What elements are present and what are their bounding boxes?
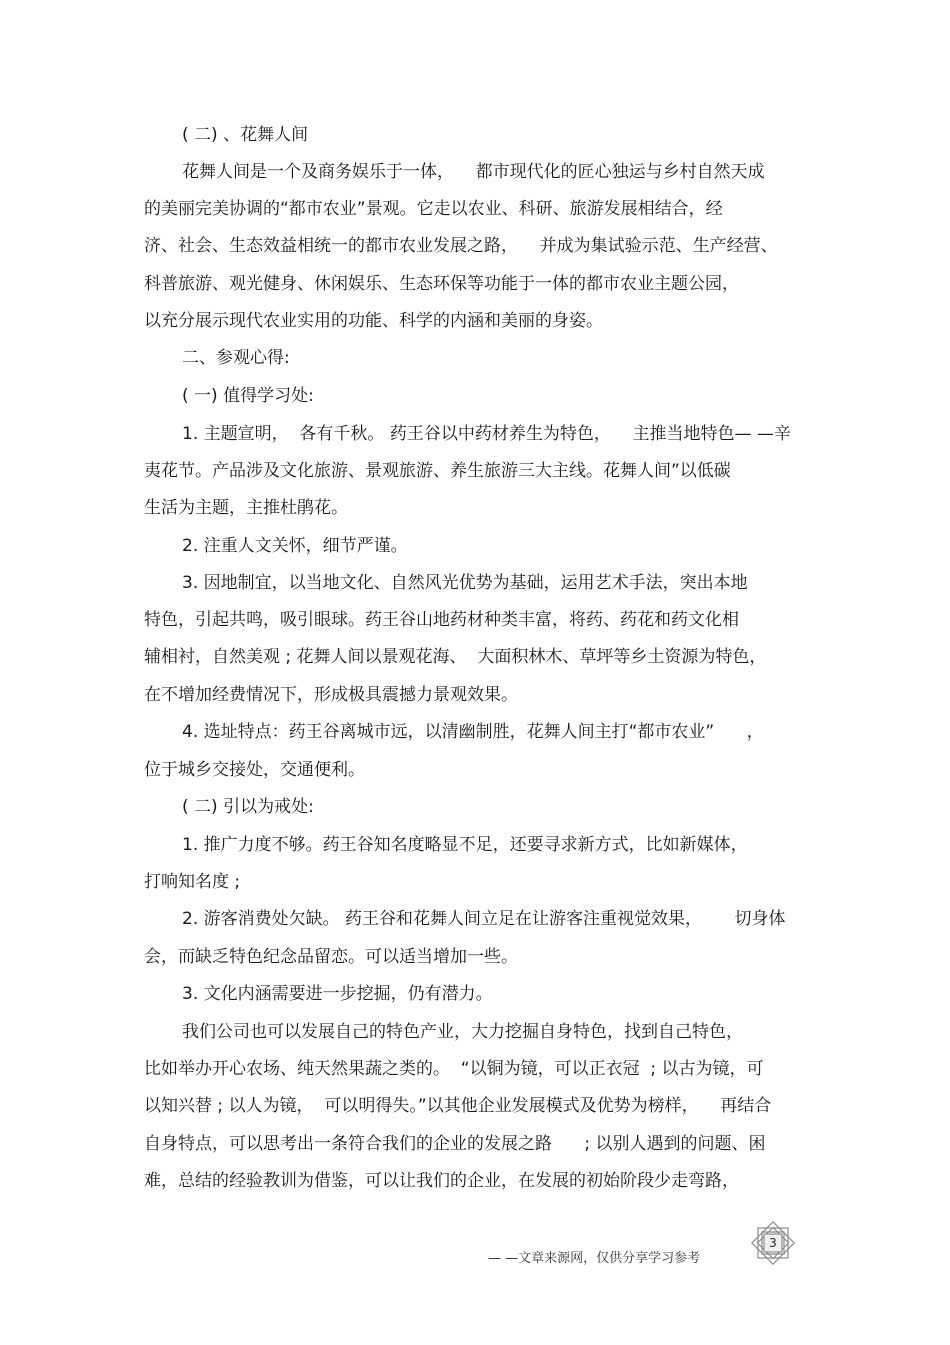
paragraph-line: 自身特点，可以思考出一条符合我们的企业的发展之路 ; 以别人遇到的问题、困: [144, 1134, 766, 1154]
paragraph-line: 以充分展示现代农业实用的功能、科学的内涵和美丽的身姿。: [144, 311, 603, 331]
list-item-line: 1. 主题宣明， 各有千秋。 药王谷以中药材养生为特色， 主推当地特色— —辛: [182, 424, 791, 444]
section-heading-visit-insights: 二、参观心得:: [182, 348, 290, 368]
paragraph-line: 花舞人间是一个及商务娱乐于一体， 都市现代化的匠心独运与乡村自然天成: [182, 162, 765, 182]
paragraph-line: 夷花节。产品涉及文化旅游、景观旅游、养生旅游三大主线。花舞人间”以低碳: [144, 461, 731, 481]
paragraph-line: 以知兴替 ; 以人为镜， 可以明得失。”以其他企业发展模式及优势为榜样， 再结合: [144, 1096, 772, 1116]
paragraph-line: 辅相衬，自然美观 ; 花舞人间以景观花海、 大面积林木、草坪等乡土资源为特色，: [144, 647, 767, 667]
paragraph-line: 我们公司也可以发展自己的特色产业，大力挖掘自身特色，找到自己特色，: [182, 1022, 743, 1042]
list-item-line: 3. 因地制宜，以当地文化、自然风光优势为基础，运用艺术手法，突出本地: [182, 573, 748, 593]
list-item-line: 2. 注重人文关怀，细节严谨。: [182, 536, 408, 556]
paragraph-line: 比如举办开心农场、纯天然果蔬之类的。 “以铜为镜，可以正衣冠 ; 以古为镜，可: [144, 1059, 764, 1079]
paragraph-line: 难，总结的经验教训为借鉴，可以让我们的企业，在发展的初始阶段少走弯路，: [144, 1171, 739, 1191]
list-item-line: 2. 游客消费处欠缺。 药王谷和花舞人间立足在让游客注重视觉效果， 切身体: [182, 909, 786, 929]
paragraph-line: 的美丽完美协调的“都市农业”景观。它走以农业、科研、旅游发展相结合，经: [144, 199, 723, 219]
paragraph-line: 位于城乡交接处，交通便利。: [144, 760, 365, 780]
list-item-line: 3. 文化内涵需要进一步挖掘，仍有潜力。: [182, 984, 493, 1004]
paragraph-line: 特色，引起共鸣，吸引眼球。药王谷山地药材种类丰富，将药、药花和药文化相: [144, 610, 739, 630]
subsection-heading-worth-learning: ( 一) 值得学习处:: [182, 386, 314, 406]
section-heading-flower-world: ( 二) 、花舞人间: [182, 125, 309, 145]
list-item-line: 4. 选址特点：药王谷离城市远，以清幽制胜，花舞人间主打“都市农业” ，: [182, 722, 764, 742]
paragraph-line: 生活为主题，主推杜鹃花。: [144, 498, 348, 518]
paragraph-line: 在不增加经费情况下，形成极具震撼力景观效果。: [144, 685, 518, 705]
paragraph-line: 科普旅游、观光健身、休闲娱乐、生态环保等功能于一体的都市农业主题公园，: [144, 274, 739, 294]
paragraph-line: 济、社会、生态效益相统一的都市农业发展之路， 并成为集试验示范、生产经营、: [144, 236, 778, 256]
paragraph-line: 会，而缺乏特色纪念品留恋。可以适当增加一些。: [144, 947, 518, 967]
page-number: 3: [769, 1236, 777, 1250]
footer-source-note: — —文章来源网，仅供分享学习参考: [488, 1251, 701, 1266]
paragraph-line: 打响知名度 ;: [144, 872, 241, 892]
page-number-badge: [748, 1218, 798, 1268]
list-item-line: 1. 推广力度不够。药王谷知名度略显不足，还要寻求新方式，比如新媒体，: [182, 835, 748, 855]
subsection-heading-lessons: ( 二) 引以为戒处:: [182, 797, 314, 817]
